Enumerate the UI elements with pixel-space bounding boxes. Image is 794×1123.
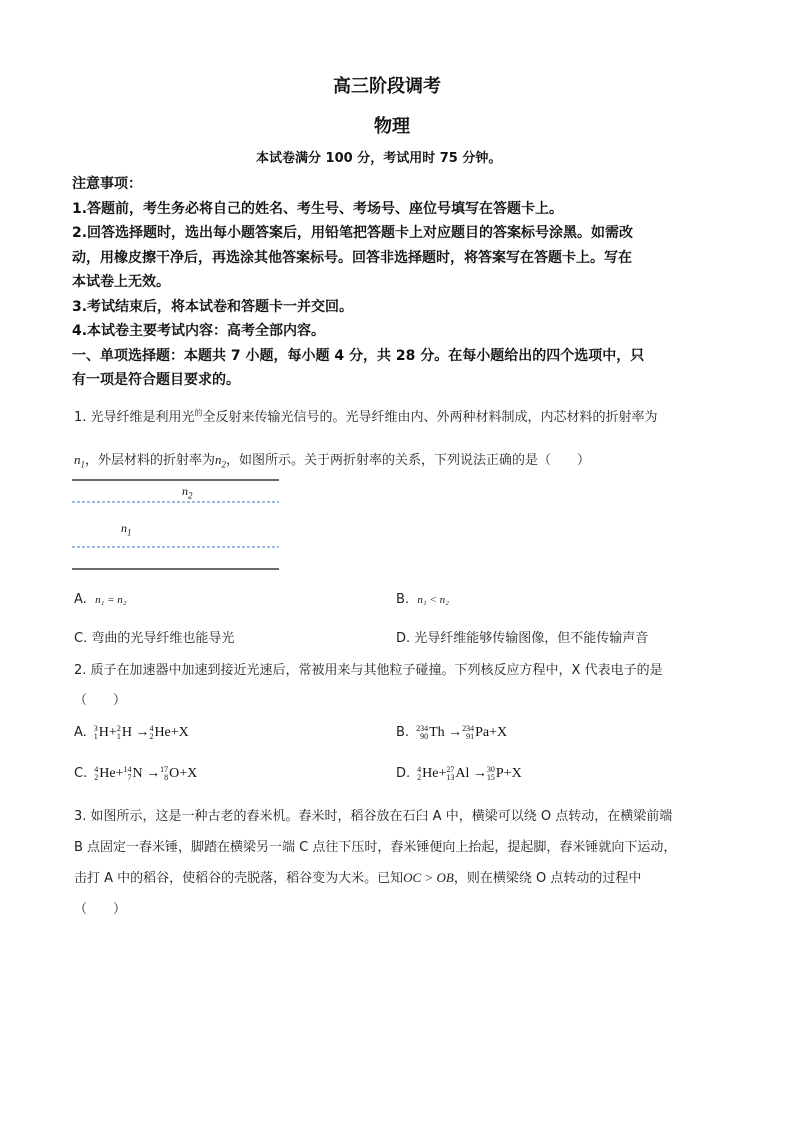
section1-line1: 一、单项选择题：本题共 7 小题，每小题 4 分，共 28 分。在每小题给出的四个选项中，只 [72, 348, 645, 364]
q1-option-a[interactable]: A. n₁ = n₂ [74, 592, 127, 607]
section1-line2: 有一项是符合题目要求的。 [72, 372, 240, 388]
note-2-line2: 动，用橡皮擦干净后，再选涂其他答案标号。回答非选择题时，将答案写在答题卡上。写在 [72, 250, 632, 266]
q2-option-d[interactable]: D. 4 2 He+ 27 13 Al → 30 15 P+X [396, 765, 522, 782]
notes-heading: 注意事项： [72, 176, 142, 192]
q3-line4: （ ） [74, 902, 127, 917]
exam-info: 本试卷满分 100 分，考试用时 75 分钟。 [256, 151, 502, 166]
q3-inequality: OC > OB [403, 870, 454, 885]
fiber-diagram [72, 476, 282, 576]
q3-line3 [74, 867, 641, 886]
note-2-line3: 本试卷上无效。 [72, 274, 170, 290]
q1-n1: $n_1$ [74, 452, 85, 470]
q1-line2 [74, 449, 590, 470]
q1-line1 [74, 406, 658, 425]
q2-line2: （ ） [74, 693, 127, 708]
q2-option-c[interactable]: C. 4 2 He+ 14 7 N → 17 8 O+X [74, 765, 198, 782]
q1-text-c: ，外层材料的折射率为 [85, 453, 216, 468]
q1-option-b[interactable]: B. n₁ < n₂ [396, 592, 449, 607]
q3-line1: 3. 如图所示，这是一种古老的舂米机。舂米时，稻谷放在石臼 A 中，横梁可以绕 O 点转动，在横梁前端 [74, 809, 673, 824]
q2-line1: 2. 质子在加速器中加速到接近光速后，常被用来与其他粒子碰撞。下列核反应方程中，X 代表电子的是 [74, 663, 663, 678]
subject-title: 物理 [374, 116, 410, 137]
q1-option-a-math: n₁ = n₂ [95, 594, 127, 606]
fig-n2-label: $n_2$ [182, 484, 193, 501]
q2-option-b[interactable]: B. 234 90 Th → 234 91 Pa+X [396, 724, 508, 741]
q1-n2: $n_2$ [215, 452, 227, 470]
q2-option-a[interactable]: A. 3 1 H+ 2 1 H → 4 2 He+X [74, 724, 189, 741]
fig-n1-label: $n_1$ [121, 521, 132, 538]
exam-title: 高三阶段调考 [333, 76, 441, 97]
q1-stray-tag: 的 [194, 408, 203, 418]
q3-line2: B 点固定一舂米锤，脚踏在横梁另一端 C 点往下压时，舂米锤便向上抬起，提起脚，舂米锤就向下运动， [74, 840, 677, 855]
q1-text-d: ，如图所示。关于两折射率的关系，下列说法正确的是（ ） [226, 453, 591, 468]
q1-option-c[interactable]: C. 弯曲的光导纤维也能导光 [74, 631, 235, 646]
q1-text-a: 1. 光导纤维是利用光 [74, 410, 195, 425]
note-3: 3.考试结束后，将本试卷和答题卡一并交回。 [72, 299, 354, 315]
q1-text-b: 全反射来传输光信号的。光导纤维由内、外两种材料制成，内芯材料的折射率为 [202, 410, 658, 425]
q1-option-b-math: n₁ < n₂ [417, 594, 449, 606]
q1-option-d[interactable]: D. 光导纤维能够传输图像，但不能传输声音 [396, 631, 649, 646]
note-4: 4.本试卷主要考试内容：高考全部内容。 [72, 323, 326, 339]
note-1: 1.答题前，考生务必将自己的姓名、考生号、考场号、座位号填写在答题卡上。 [72, 201, 564, 217]
q3-text-a: 击打 A 中的稻谷，使稻谷的壳脱落，稻谷变为大米。已知 [74, 871, 404, 886]
q3-text-b: ，则在横梁绕 O 点转动的过程中 [453, 871, 642, 886]
note-2-line1: 2.回答选择题时，选出每小题答案后，用铅笔把答题卡上对应题目的答案标号涂黑。如需改 [72, 225, 634, 241]
